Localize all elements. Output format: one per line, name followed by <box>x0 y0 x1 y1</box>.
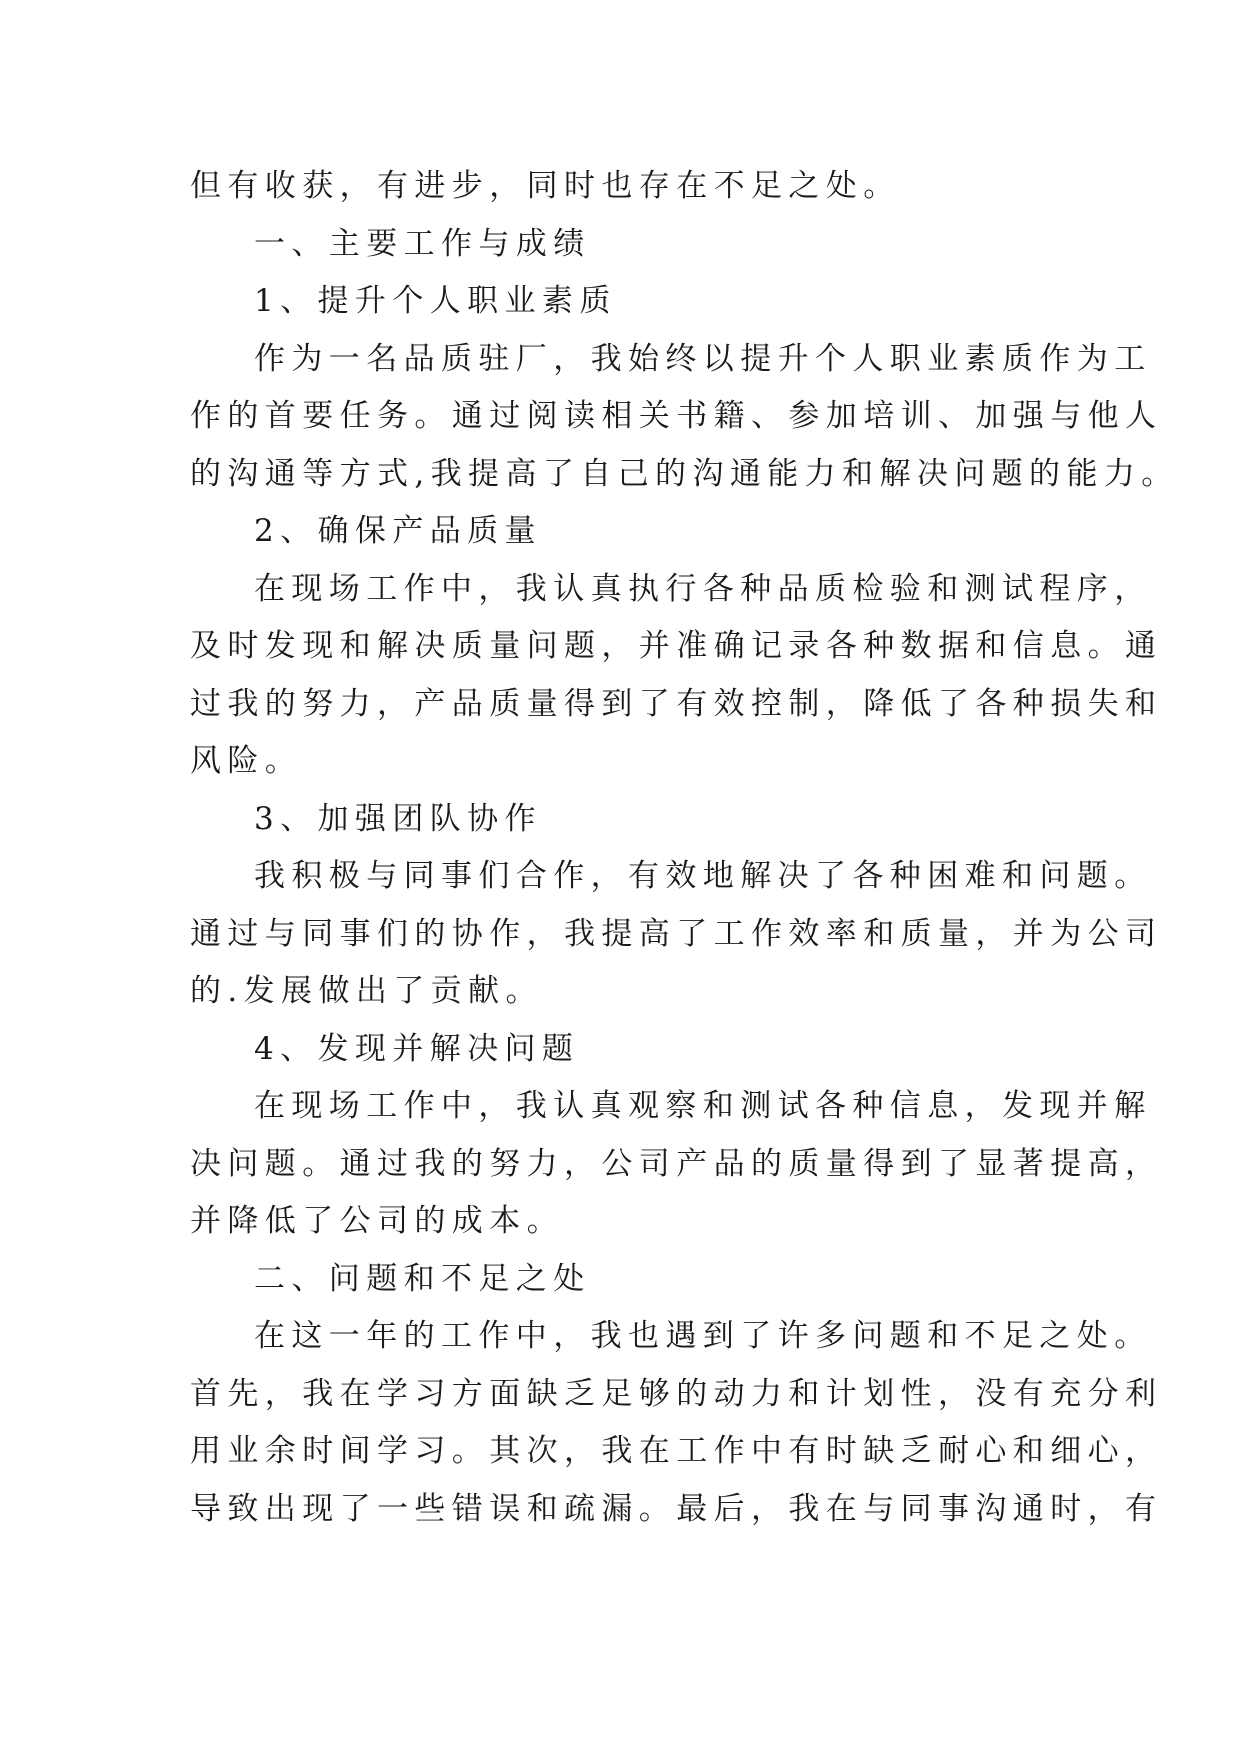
subsection-heading: 2、确保产品质量 <box>254 513 542 549</box>
paragraph-line: 通过与同事们的协作，我提高了工作效率和质量，并为公司 <box>190 915 1163 952</box>
subsection-heading: 3、加强团队协作 <box>254 800 542 837</box>
subsection-heading: 1、提升个人职业素质 <box>254 283 617 319</box>
paragraph-line: 过我的努力，产品质量得到了有效控制，降低了各种损失和 <box>190 685 1163 722</box>
paragraph-line: 在现场工作中，我认真观察和测试各种信息，发现并解 <box>254 1088 1152 1124</box>
section-heading: 二、问题和不足之处 <box>254 1260 591 1297</box>
paragraph-line: 作为一名品质驻厂，我始终以提升个人职业素质作为工 <box>254 340 1152 377</box>
section-heading: 一、主要工作与成绩 <box>254 225 591 262</box>
paragraph-line: 及时发现和解决质量问题，并准确记录各种数据和信息。通 <box>190 628 1163 664</box>
document-body <box>190 158 1179 1538</box>
subsection-heading: 4、发现并解决问题 <box>254 1030 580 1067</box>
paragraph-line: 的.发展做出了贡献。 <box>190 973 543 1009</box>
paragraph-line: 并降低了公司的成本。 <box>190 1203 564 1239</box>
paragraph-line: 作的首要任务。通过阅读相关书籍、参加培训、加强与他人 <box>190 398 1163 434</box>
paragraph-line: 决问题。通过我的努力，公司产品的质量得到了显著提高， <box>190 1145 1163 1182</box>
paragraph-line: 我积极与同事们合作，有效地解决了各种困难和问题。 <box>254 858 1152 894</box>
paragraph-line: 首先，我在学习方面缺乏足够的动力和计划性，没有充分利 <box>190 1375 1163 1412</box>
paragraph-line: 在这一年的工作中，我也遇到了许多问题和不足之处。 <box>254 1318 1152 1354</box>
paragraph-line: 风险。 <box>190 743 303 779</box>
paragraph-line: 导致出现了一些错误和疏漏。最后，我在与同事沟通时，有 <box>190 1490 1163 1527</box>
paragraph-line: 但有收获，有进步，同时也存在不足之处。 <box>190 168 901 204</box>
paragraph-line: 用业余时间学习。其次，我在工作中有时缺乏耐心和细心， <box>190 1433 1163 1469</box>
paragraph-line: 在现场工作中，我认真执行各种品质检验和测试程序， <box>254 570 1152 607</box>
paragraph-line: 的沟通等方式,我提高了自己的沟通能力和解决问题的能力。 <box>190 455 1179 492</box>
